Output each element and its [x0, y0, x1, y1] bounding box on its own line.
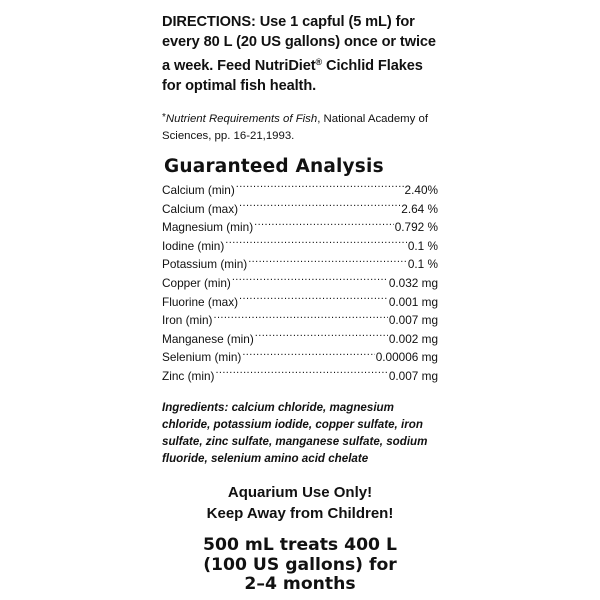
guaranteed-analysis-list — [162, 181, 438, 386]
dot-leader — [242, 349, 374, 361]
analysis-row-zinc-min — [162, 367, 438, 386]
nutrient-name: Iodine (min) — [162, 238, 225, 253]
nutrient-name: Iron (min) — [162, 313, 213, 328]
analysis-row-magnesium-min — [162, 218, 438, 237]
dosage-line-1: 500 mL treats 400 L — [203, 535, 397, 556]
nutrient-value: 0.007 mg — [388, 368, 438, 383]
nutrient-name: Calcium (max) — [162, 201, 239, 216]
analysis-row-calcium-min — [162, 181, 438, 200]
dosage-volume-block — [162, 536, 438, 595]
product-label — [162, 12, 438, 595]
analysis-row-potassium-min — [162, 255, 438, 274]
nutrient-value: 0.032 mg — [388, 275, 438, 290]
footnote-asterisk: * — [162, 112, 166, 123]
nutrient-value: 0.001 mg — [388, 294, 438, 309]
registered-trademark-symbol: ® — [315, 57, 323, 67]
dot-leader — [213, 312, 387, 324]
aquarium-use-only-text: Aquarium Use Only! — [227, 484, 373, 502]
dosage-line-3: 2–4 months — [244, 574, 356, 595]
nutrient-value: 2.64 % — [401, 201, 438, 216]
nutrient-name: Copper (min) — [162, 275, 231, 290]
dot-leader — [236, 182, 404, 194]
dot-leader — [225, 238, 407, 250]
analysis-row-selenium-min — [162, 348, 438, 367]
warning-block — [162, 483, 438, 524]
directions-text-end: Cichlid Flakes for optimal fish health. — [162, 58, 423, 94]
directions-text-main: DIRECTIONS: Use 1 capful (5 mL) for every 80 L (20 US gallons) once or twice a week. Feed NutriDiet — [162, 14, 436, 74]
nutrient-name: Potassium (min) — [162, 257, 248, 272]
nutrient-value: 2.40% — [404, 183, 438, 197]
analysis-row-fluorine-max — [162, 293, 438, 312]
nutrient-value: 0.007 mg — [388, 313, 438, 328]
nutrient-value: 0.00006 mg — [375, 350, 438, 365]
analysis-row-manganese-min — [162, 330, 438, 349]
keep-away-from-children-text: Keep Away from Children! — [206, 504, 394, 522]
analysis-row-iron-min — [162, 311, 438, 330]
reference-source: , National Academy of Sciences, pp. 16-21,1993. — [162, 113, 429, 142]
dot-leader — [215, 368, 387, 380]
nutrient-value: 0.002 mg — [388, 331, 438, 346]
dot-leader — [248, 256, 407, 268]
nutrient-value: 0.792 % — [394, 220, 438, 235]
dot-leader — [239, 201, 400, 213]
ingredients-text: Ingredients: calcium chloride, magnesium chloride, potassium iodide, copper sulfate, iron sulfate, zinc sulfate, manganese sulfate, sodium fluoride, selenium amino acid chelate — [162, 400, 428, 466]
nutrient-name: Magnesium (min) — [162, 220, 254, 235]
nutrient-name: Selenium (min) — [162, 350, 242, 365]
dot-leader — [255, 331, 388, 343]
analysis-row-iodine-min — [162, 237, 438, 256]
directions-text — [162, 12, 438, 96]
dot-leader — [254, 219, 394, 231]
dot-leader — [232, 275, 388, 287]
guaranteed-analysis-heading: Guaranteed Analysis — [164, 156, 384, 177]
nutrient-name: Fluorine (max) — [162, 294, 239, 309]
nutrient-value: 0.1 % — [407, 238, 438, 253]
nutrient-name: Zinc (min) — [162, 368, 215, 383]
reference-note — [162, 109, 438, 145]
analysis-row-calcium-max — [162, 200, 438, 219]
dosage-line-2: (100 US gallons) for — [203, 554, 397, 575]
dot-leader — [239, 294, 388, 306]
analysis-row-copper-min — [162, 274, 438, 293]
nutrient-name: Manganese (min) — [162, 331, 254, 346]
nutrient-value: 0.1 % — [407, 257, 438, 272]
nutrient-name: Calcium (min) — [162, 183, 235, 197]
reference-title: Nutrient Requirements of Fish — [165, 113, 318, 125]
